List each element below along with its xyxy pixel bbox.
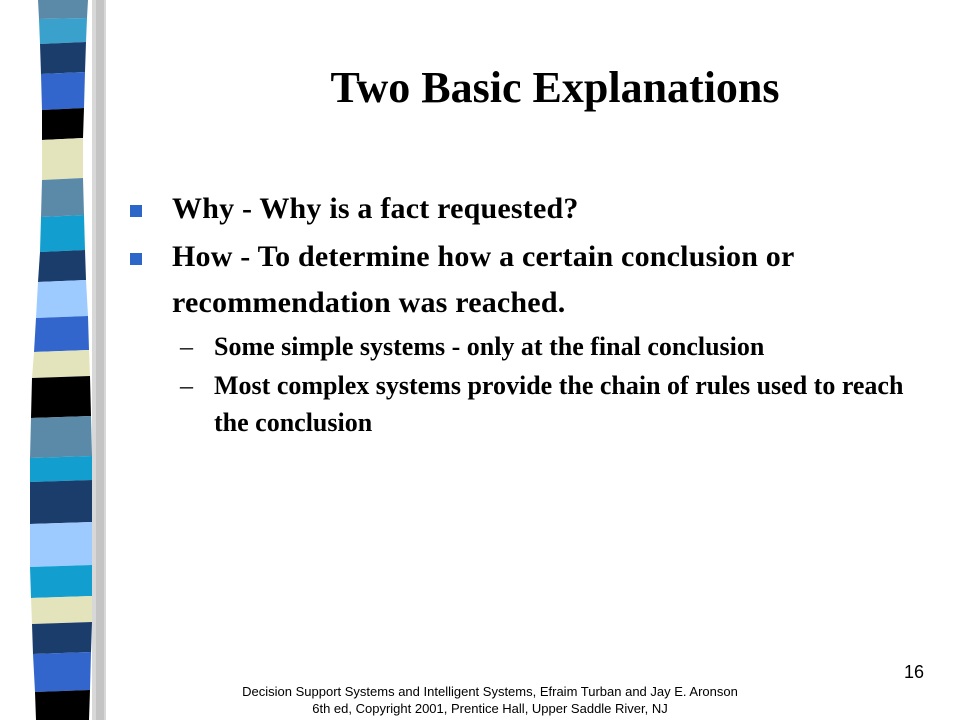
square-bullet-icon <box>130 205 142 217</box>
square-bullet-icon <box>130 253 142 265</box>
bullet-item-how <box>130 234 930 326</box>
dash-bullet: – <box>180 332 193 361</box>
dash-bullet: – <box>180 371 193 400</box>
sub-bullet-list <box>180 328 930 441</box>
footer-citation <box>190 683 790 717</box>
slide-title: Two Basic Explanations <box>330 63 780 112</box>
decorative-stripe <box>0 0 110 720</box>
sub-bullet-item-simple <box>180 328 930 365</box>
sub-bullet-item-complex <box>180 367 930 441</box>
page-number: 16 <box>903 662 924 682</box>
bullet-text: How - To determine how a certain conclusion or recommendation was reached. <box>172 240 794 319</box>
footer-line-1: Decision Support Systems and Intelligent Systems, Efraim Turban and Jay E. Aronson <box>242 684 738 699</box>
stripe-graphic <box>0 0 110 720</box>
footer-line-2: 6th ed, Copyright 2001, Prentice Hall, Upper Saddle River, NJ <box>312 701 668 716</box>
bullet-text: Why - Why is a fact requested? <box>172 192 579 225</box>
bullet-list <box>130 186 930 441</box>
sub-bullet-text: Most complex systems provide the chain of rules used to reach the conclusion <box>214 371 904 437</box>
bullet-item-why <box>130 186 930 232</box>
sub-bullet-text: Some simple systems - only at the final conclusion <box>214 332 765 361</box>
